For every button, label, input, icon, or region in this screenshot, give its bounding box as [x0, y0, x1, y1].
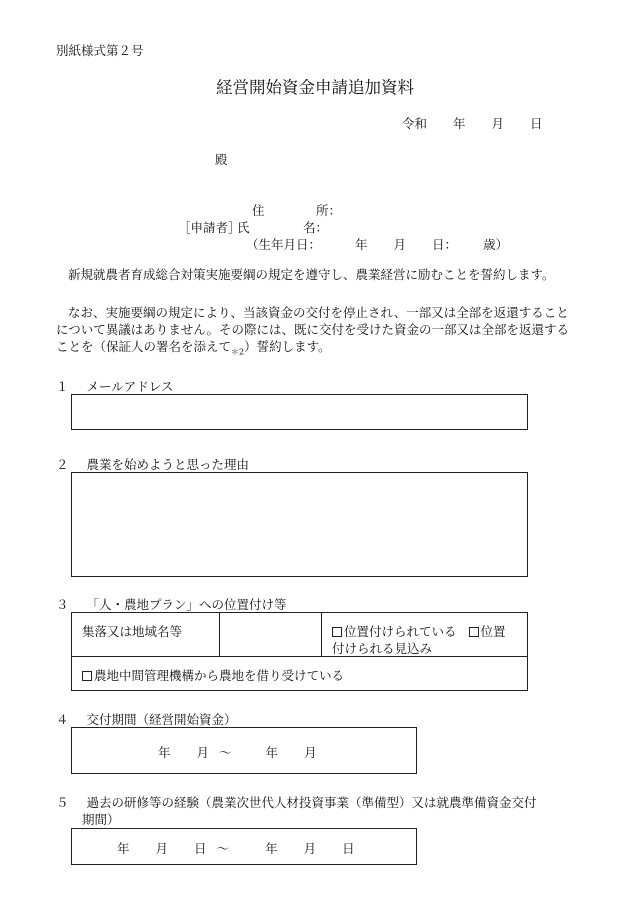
checkbox-farmland-lease[interactable]	[82, 671, 92, 681]
grant-month-1: 月	[196, 745, 210, 760]
section-3-heading	[56, 595, 287, 613]
option-positioned-label: 位置付けられている	[344, 624, 457, 639]
grant-year-2: 年	[265, 745, 279, 760]
address-label-1: 住	[252, 203, 265, 218]
birth-day: 日：	[432, 237, 458, 252]
section-4-title: 交付期間（経営開始資金）	[86, 712, 237, 727]
footnote-mark: ＊2	[231, 347, 245, 357]
document-title: 経営開始資金申請追加資料	[216, 78, 414, 97]
training-period-text	[117, 839, 355, 857]
area-name-input[interactable]	[220, 614, 320, 655]
section-2-heading	[56, 455, 249, 473]
grant-period-text	[158, 743, 317, 761]
birth-age: 歳）	[483, 237, 509, 252]
addressee-suffix: 殿	[215, 152, 228, 167]
name-label-1: 氏	[237, 220, 250, 235]
section-5-heading	[56, 793, 537, 811]
table-divider-horizontal	[72, 656, 527, 657]
section-5-title-line-1: 過去の研修等の経験（農業次世代人材投資事業（準備型）又は就農準備資金交付	[86, 795, 537, 810]
grant-period-field[interactable]	[71, 727, 417, 774]
date-year: 年	[453, 116, 466, 131]
pledge-2-text: なお、実施要綱の規定により、当該資金の交付を停止され、一部又は全部を返還することについて異議はありません。その際には、既に交付を受けた資金の一部又は全部を返還することを（保証人の署名を添えて	[56, 305, 570, 354]
training-year-2: 年	[265, 841, 278, 856]
birth-open: （生年月日：	[246, 237, 322, 252]
option-expected-label: 位置	[480, 624, 506, 639]
plan-table	[71, 612, 528, 691]
training-period-field[interactable]	[71, 828, 417, 865]
checkbox-expected[interactable]	[469, 627, 479, 637]
pledge-2-end: ）誓約します。	[244, 339, 331, 354]
date-era: 令和	[402, 116, 428, 131]
pledge-paragraph-1: 新規就農者育成総合対策実施要綱の規定を遵守し、農業経営に励むことを誓約します。	[68, 267, 555, 282]
training-month-1: 月	[155, 841, 169, 856]
email-field[interactable]	[71, 394, 528, 430]
grant-month-2: 月	[304, 745, 317, 760]
section-2-title: 農業を始めようと思った理由	[86, 457, 249, 472]
section-1-title: メールアドレス	[86, 379, 174, 394]
area-name-label: 集落又は地域名等	[82, 624, 183, 639]
option-expected-continued: 付けられる見込み	[332, 641, 433, 656]
applicant-label: ［申請者］	[178, 220, 241, 235]
section-3-title: 「人・農地プラン」への位置付け等	[86, 597, 287, 612]
date-line	[402, 114, 543, 132]
checkbox-positioned[interactable]	[332, 627, 342, 637]
section-1-heading	[56, 377, 173, 395]
section-1-number: １	[56, 379, 69, 394]
birth-line	[246, 235, 508, 253]
grant-tilde: 〜	[219, 745, 232, 760]
training-year-1: 年	[117, 841, 130, 856]
name-label-2: 名：	[303, 220, 329, 235]
table-divider-2	[321, 613, 322, 656]
section-2-number: ２	[56, 457, 69, 472]
section-3-number: ３	[56, 597, 69, 612]
farmland-option-row	[82, 666, 344, 684]
training-day-1: 日	[194, 841, 207, 856]
date-month: 月	[491, 116, 505, 131]
form-number: 別紙様式第２号	[56, 43, 144, 58]
training-month-2: 月	[303, 841, 317, 856]
date-day: 日	[530, 116, 543, 131]
plan-option-row	[332, 622, 506, 640]
section-4-heading	[56, 710, 237, 728]
birth-month: 月	[393, 237, 407, 252]
section-4-number: ４	[56, 712, 69, 727]
option-farmland-label: 農地中間管理機構から農地を借り受けている	[94, 668, 345, 683]
address-label-2: 所：	[316, 203, 342, 218]
grant-year-1: 年	[158, 745, 171, 760]
birth-year: 年	[355, 237, 368, 252]
pledge-paragraph-2	[56, 304, 572, 361]
section-5-number: ５	[56, 795, 69, 810]
reason-field[interactable]	[71, 472, 528, 577]
section-5-title-line-2: 期間）	[82, 812, 120, 827]
training-day-2: 日	[342, 841, 355, 856]
training-tilde: 〜	[216, 841, 230, 856]
